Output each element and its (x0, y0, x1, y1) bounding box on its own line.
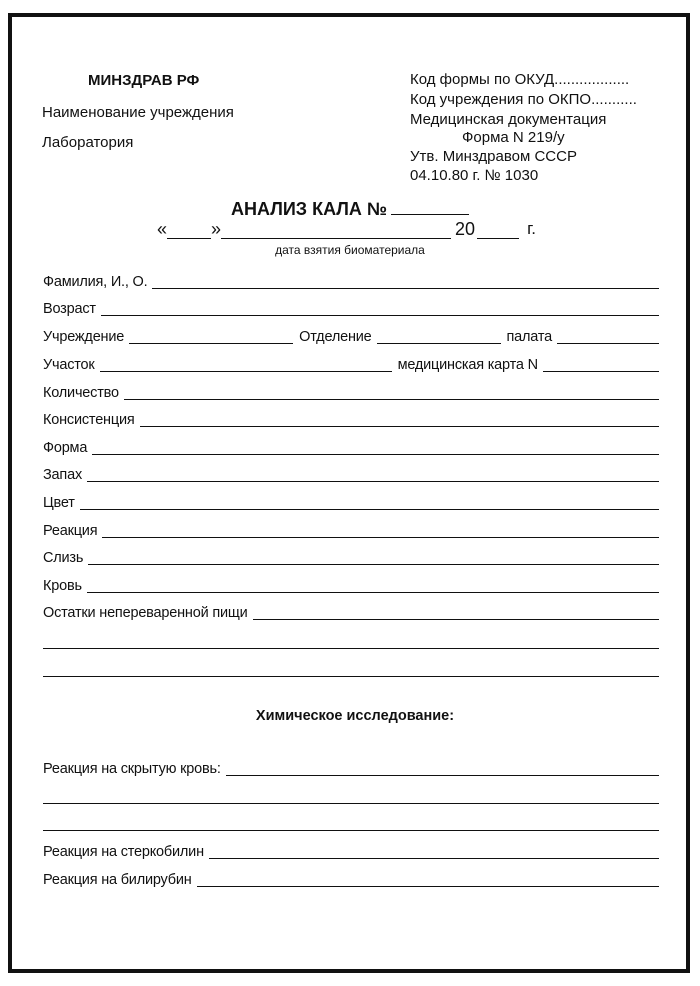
sample-month-field[interactable] (221, 220, 451, 239)
undigested-food-field[interactable] (253, 603, 659, 620)
full-name-field[interactable] (152, 272, 659, 289)
analysis-row (43, 437, 659, 457)
undigested-food-extra-line-2[interactable] (43, 676, 659, 677)
page-title (0, 199, 700, 220)
occult-blood-field[interactable] (226, 759, 659, 776)
blood-field[interactable] (87, 576, 659, 593)
analysis-row (43, 492, 659, 512)
date-open-quote: « (157, 219, 168, 239)
full-name-label: Фамилия, И., О. (43, 274, 148, 290)
odor-field[interactable] (87, 465, 659, 482)
approved-by-label: Утв. Минздравом СССР (410, 148, 577, 165)
analysis-row (43, 547, 659, 567)
year-prefix: 20 (455, 219, 476, 239)
occult-blood-extra-line-2[interactable] (43, 830, 659, 831)
institution-label: Учреждение (43, 329, 125, 345)
approval-date-label: 04.10.80 г. № 1030 (410, 167, 539, 184)
consistency-label: Консистенция (43, 412, 135, 428)
stercobilin-row (43, 841, 659, 861)
district-field[interactable] (100, 355, 392, 372)
quantity-label: Количество (43, 385, 119, 401)
undigested-food-label: Остатки непереваренной пищи (43, 605, 248, 621)
full-name-row (43, 271, 659, 291)
medical-card-label: медицинская карта N (397, 357, 538, 373)
department-label: Отделение (299, 329, 372, 345)
analysis-row (43, 409, 659, 429)
med-doc-label: Медицинская документация (410, 111, 607, 128)
okpo-code-label: Код учреждения по ОКПО........... (410, 91, 637, 108)
bilirubin-field[interactable] (197, 870, 659, 887)
analysis-number-field[interactable] (391, 200, 469, 215)
age-label: Возраст (43, 301, 96, 317)
ward-field[interactable] (557, 327, 659, 344)
institution-field[interactable] (129, 327, 293, 344)
stercobilin-label: Реакция на стеркобилин (43, 844, 204, 860)
consistency-field[interactable] (140, 410, 659, 427)
undigested-food-extra-line-1[interactable] (43, 648, 659, 649)
year-suffix: г. (527, 219, 536, 238)
form-number-label: Форма N 219/у (462, 129, 565, 146)
laboratory-label: Лаборатория (42, 134, 134, 151)
sample-year-field[interactable] (477, 220, 519, 239)
quantity-field[interactable] (124, 383, 659, 400)
analysis-row (43, 464, 659, 484)
ministry-label: МИНЗДРАВ РФ (88, 72, 200, 89)
sample-date-line (157, 219, 536, 239)
reaction-field[interactable] (102, 521, 659, 538)
date-caption (0, 243, 700, 257)
blood-label: Кровь (43, 578, 82, 594)
date-caption-text: дата взятия биоматериала (275, 243, 425, 257)
institution-row (43, 326, 659, 346)
district-label: Участок (43, 357, 95, 373)
date-close-quote: » (211, 219, 222, 239)
shape-field[interactable] (92, 438, 659, 455)
sample-day-field[interactable] (167, 220, 211, 239)
ward-label: палата (506, 329, 552, 345)
bilirubin-row (43, 869, 659, 889)
stercobilin-field[interactable] (209, 842, 659, 859)
mucus-label: Слизь (43, 550, 84, 566)
color-field[interactable] (80, 493, 659, 510)
institution-name-label: Наименование учреждения (42, 104, 234, 121)
odor-label: Запах (43, 467, 82, 483)
analysis-row (43, 575, 659, 595)
district-row (43, 354, 659, 374)
shape-label: Форма (43, 440, 88, 456)
title-text: АНАЛИЗ КАЛА № (231, 199, 387, 219)
medical-card-field[interactable] (543, 355, 659, 372)
occult-blood-label: Реакция на скрытую кровь: (43, 761, 221, 777)
color-label: Цвет (43, 495, 75, 511)
department-field[interactable] (377, 327, 501, 344)
analysis-row (43, 602, 659, 622)
analysis-row (43, 520, 659, 540)
age-field[interactable] (101, 299, 659, 316)
occult-blood-extra-line-1[interactable] (43, 803, 659, 804)
reaction-label: Реакция (43, 523, 98, 539)
mucus-field[interactable] (88, 548, 659, 565)
age-row (43, 298, 659, 318)
chemical-section-title: Химическое исследование: (255, 708, 455, 724)
analysis-row (43, 382, 659, 402)
okud-code-label: Код формы по ОКУД.................. (410, 71, 630, 88)
occult-blood-row (43, 758, 659, 778)
bilirubin-label: Реакция на билирубин (43, 872, 192, 888)
